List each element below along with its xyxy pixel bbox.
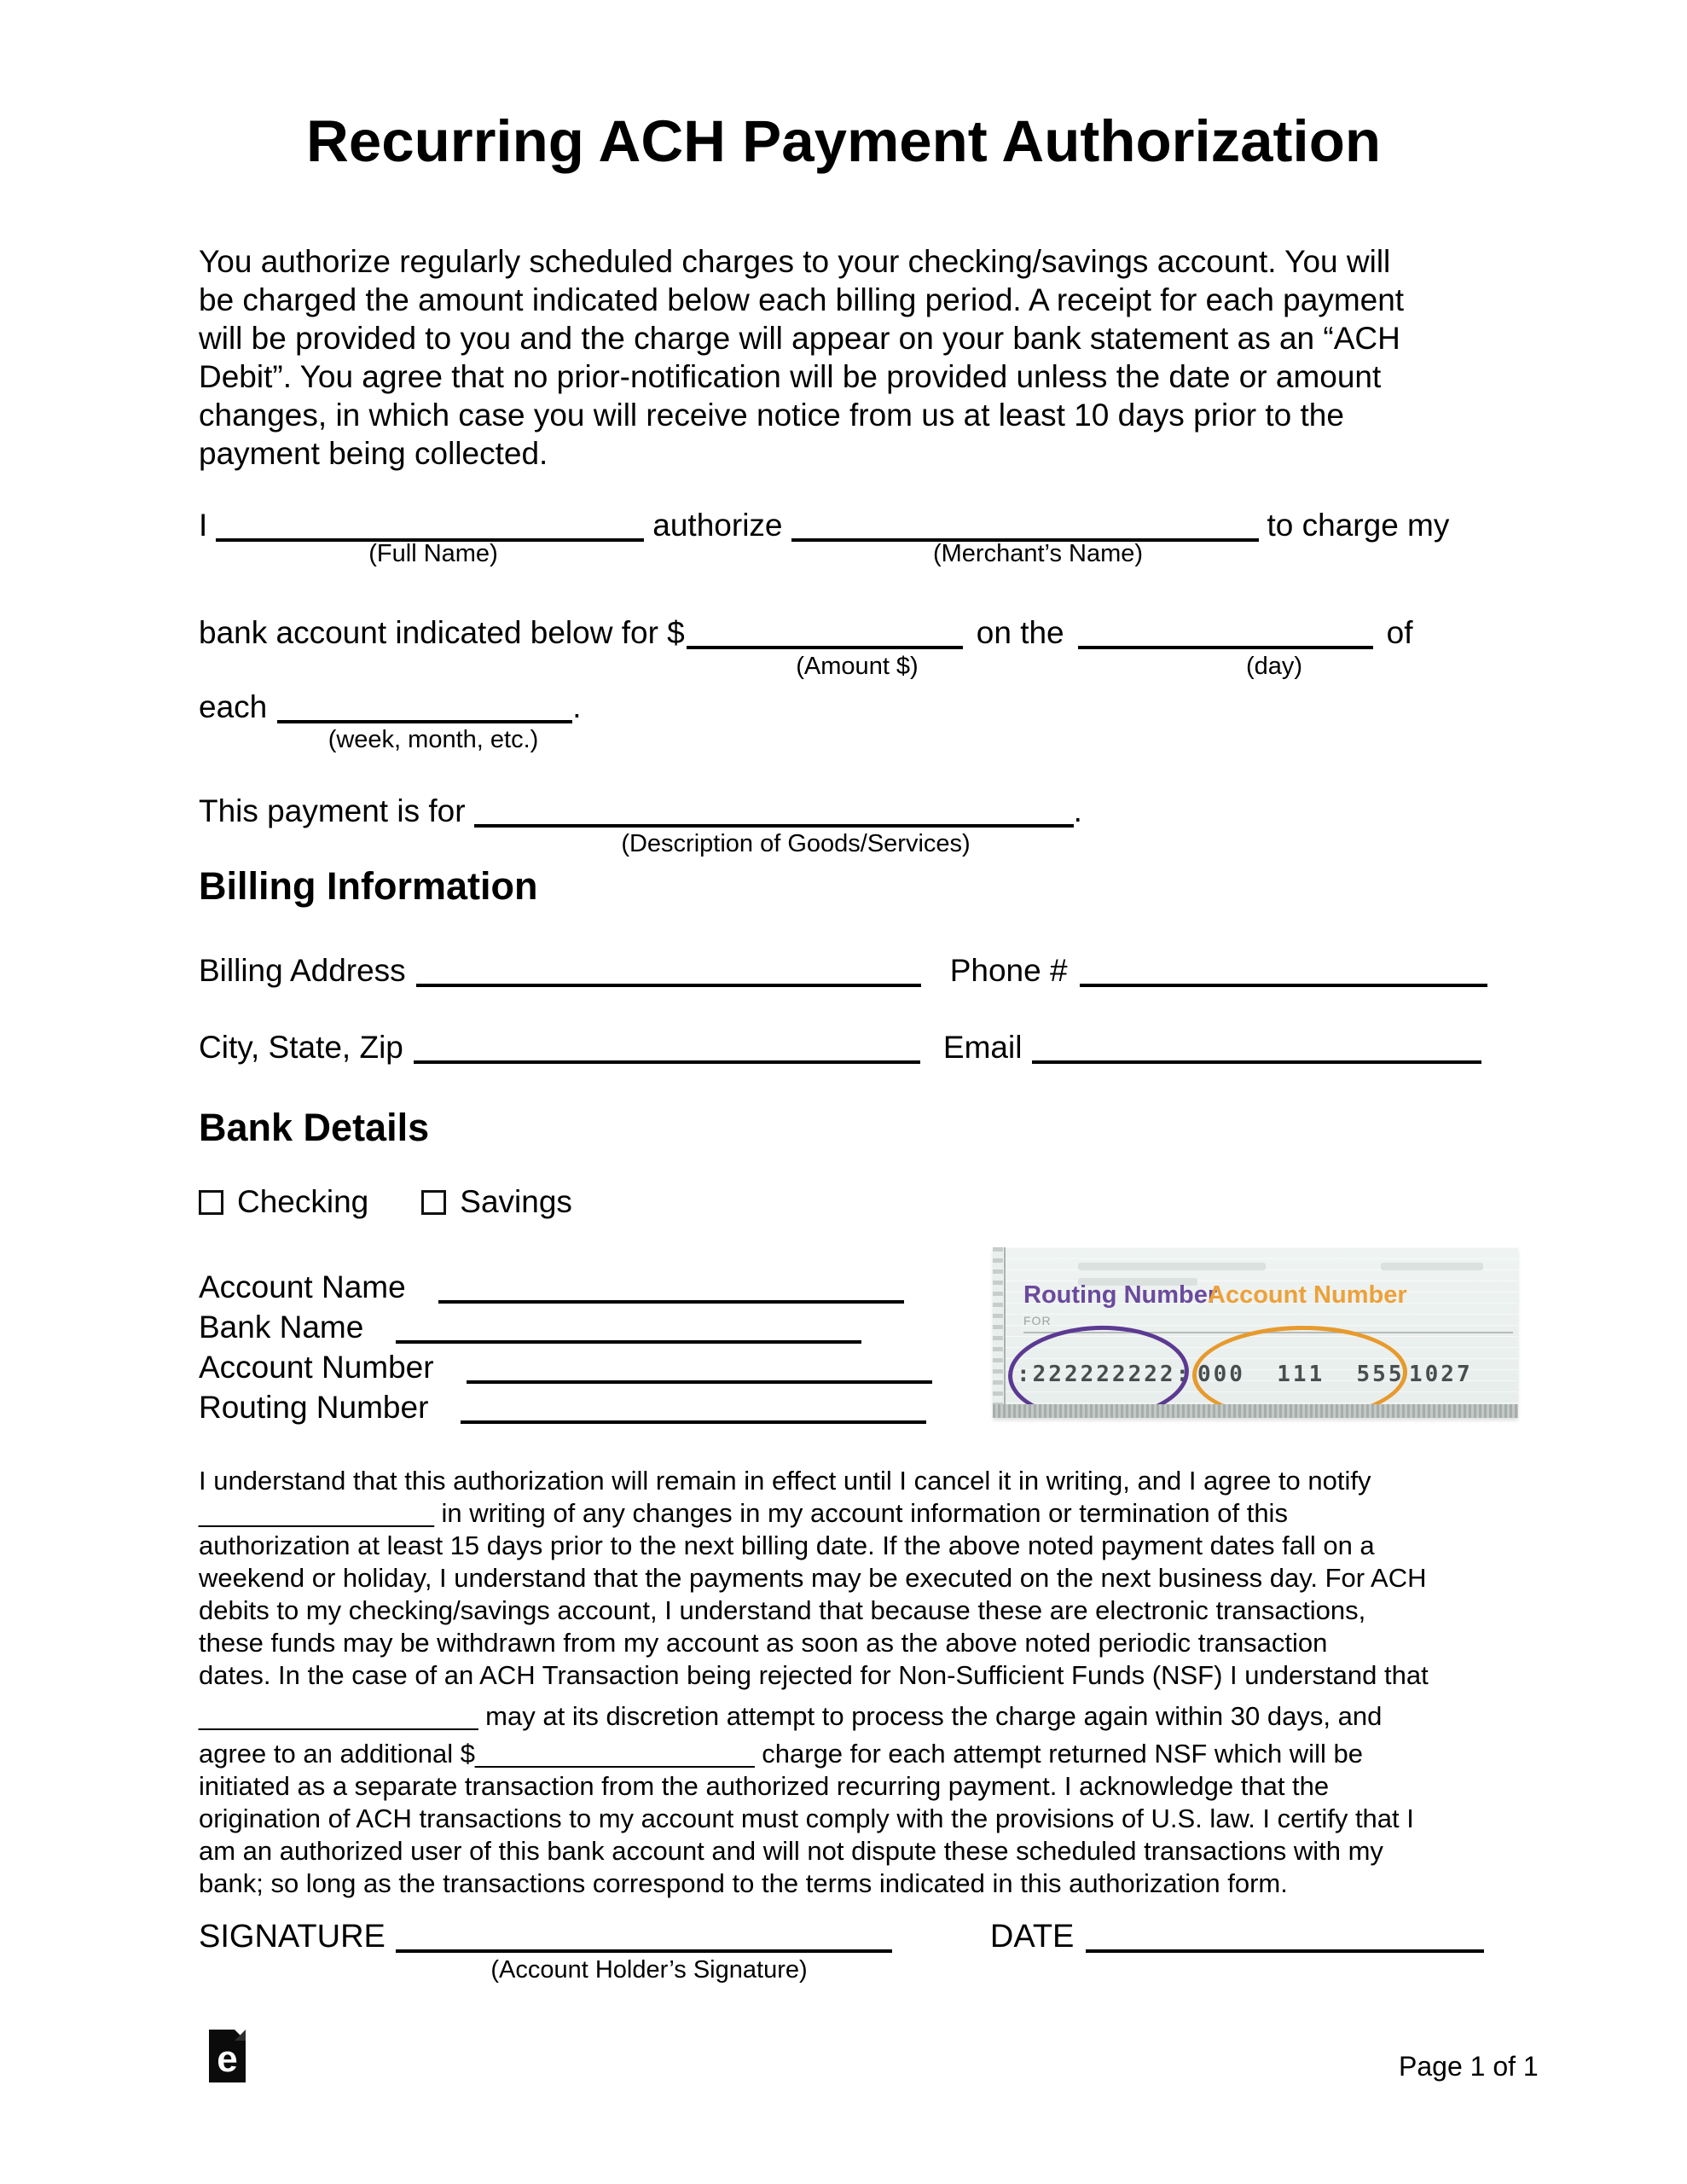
payment-description-blank[interactable] <box>474 795 1074 828</box>
micr-account-number: 000 111 555 <box>1197 1362 1405 1387</box>
intro-line: be charged the amount indicated below each billing period. A receipt for each payment <box>199 282 1405 317</box>
savings-checkbox[interactable] <box>421 1190 446 1215</box>
bank-name-label: Bank Name <box>199 1310 364 1345</box>
check-edge-line <box>1004 1247 1006 1418</box>
check-bottom-edge <box>993 1404 1518 1418</box>
city-state-zip-blank[interactable] <box>414 1031 920 1064</box>
caption-row-3 <box>199 726 1563 760</box>
intro-line: payment being collected. <box>199 436 548 471</box>
period-caption: (week, month, etc.) <box>328 726 539 753</box>
routing-number-label: Routing Number <box>199 1390 429 1425</box>
signature-row <box>199 1919 1484 1955</box>
eforms-logo <box>209 2030 246 2082</box>
check-account-label: Account Number <box>1208 1281 1407 1309</box>
description-caption: (Description of Goods/Services) <box>621 830 971 857</box>
caption-row-1 <box>199 540 1563 574</box>
bank-name-blank[interactable] <box>396 1311 861 1344</box>
intro-line: changes, in which case you will receive notice from us at least 10 days prior to the <box>199 398 1344 433</box>
amount-blank[interactable] <box>687 617 963 649</box>
check-perforation-edge <box>993 1247 1003 1418</box>
savings-label: Savings <box>460 1184 572 1219</box>
account-number-label: Account Number <box>199 1350 434 1385</box>
checking-label: Checking <box>237 1184 369 1219</box>
routing-number-row <box>199 1390 932 1430</box>
bank-name-row <box>199 1310 932 1350</box>
account-name-blank[interactable] <box>438 1271 904 1304</box>
intro-line: Debit”. You agree that no prior-notification will be provided unless the date or amount <box>199 359 1382 394</box>
terms-line: ________________ in writing of any changes in my account information or termination of this <box>199 1498 1288 1528</box>
i-label: I <box>199 508 208 543</box>
day-blank[interactable] <box>1078 617 1373 649</box>
authorize-label: authorize <box>652 508 783 543</box>
signature-blank[interactable] <box>396 1920 892 1953</box>
on-the-label: on the <box>976 615 1064 650</box>
terms-line: authorization at least 15 days prior to the next billing date. If the above noted payment dates fall on a <box>199 1531 1375 1560</box>
check-ghost-text <box>1078 1263 1266 1270</box>
to-charge-label: to charge my <box>1267 508 1450 543</box>
caption-row-2 <box>199 653 1563 687</box>
period-blank[interactable] <box>277 691 572 723</box>
intro-line: will be provided to you and the charge will appear on your bank statement as an “ACH <box>199 321 1400 356</box>
terms-line: debits to my checking/savings account, I understand that because these are electronic transactions, <box>199 1595 1366 1625</box>
account-number-row <box>199 1350 932 1390</box>
account-number-blank[interactable] <box>467 1351 932 1384</box>
payment-suffix: . <box>1073 793 1082 828</box>
full-name-blank[interactable] <box>216 509 644 542</box>
account-type-row <box>199 1184 1563 1220</box>
micr-check-number: 1027 <box>1409 1362 1473 1387</box>
signature-label: SIGNATURE <box>199 1919 386 1955</box>
payment-purpose-line <box>199 793 1563 829</box>
signature-caption: (Account Holder’s Signature) <box>490 1956 808 1984</box>
intro-paragraph <box>199 242 1404 473</box>
full-name-caption: (Full Name) <box>368 540 498 567</box>
city-state-zip-row <box>199 1030 1563 1066</box>
billing-address-row <box>199 953 1563 989</box>
merchant-name-blank[interactable] <box>791 509 1259 542</box>
checking-checkbox[interactable] <box>199 1190 223 1215</box>
amount-caption: (Amount $) <box>796 653 919 680</box>
terms-line: I understand that this authorization will remain in effect until I cancel it in writing, and I agree to notify <box>199 1466 1371 1496</box>
payment-for-label: This payment is for <box>199 793 466 828</box>
account-name-label: Account Name <box>199 1269 406 1304</box>
check-routing-label: Routing Number <box>1023 1281 1218 1309</box>
authorization-line-1 <box>199 508 1563 543</box>
each-label: each <box>199 689 268 724</box>
city-state-zip-label: City, State, Zip <box>199 1030 403 1065</box>
merchant-name-caption: (Merchant’s Name) <box>932 540 1144 567</box>
terms-line: ___________________ may at its discretion attempt to process the charge again within 30 days, and <box>199 1701 1383 1731</box>
bank-fields <box>199 1269 932 1430</box>
eforms-logo-letter: e <box>217 2038 238 2080</box>
bank-account-label: bank account indicated below for $ <box>199 615 685 650</box>
day-caption: (day) <box>1245 653 1303 680</box>
phone-label: Phone # <box>949 953 1068 988</box>
terms-line: bank; so long as the transactions correspond to the terms indicated in this authorization form. <box>199 1868 1288 1898</box>
terms-line: these funds may be withdrawn from my account as soon as the above noted periodic transaction <box>199 1628 1328 1658</box>
terms-line: am an authorized user of this bank account and will not dispute these scheduled transactions with my <box>199 1836 1383 1866</box>
phone-blank[interactable] <box>1080 955 1487 987</box>
terms-paragraph <box>199 1465 1429 1900</box>
billing-information-heading: Billing Information <box>199 864 538 908</box>
billing-address-blank[interactable] <box>416 955 921 987</box>
routing-number-blank[interactable] <box>461 1391 926 1424</box>
date-label: DATE <box>989 1919 1075 1955</box>
billing-address-label: Billing Address <box>199 953 406 988</box>
terms-line: dates. In the case of an ACH Transaction being rejected for Non-Sufficient Funds (NSF) I understand that <box>199 1660 1429 1690</box>
of-label: of <box>1386 615 1413 650</box>
caption-row-4 <box>199 830 1563 864</box>
authorization-line-3 <box>199 689 1563 725</box>
terms-line: agree to an additional $___________________ charge for each attempt returned NSF which will be <box>199 1739 1363 1769</box>
account-name-row <box>199 1269 932 1310</box>
micr-routing-number: :222222222: <box>1017 1362 1192 1387</box>
check-ghost-text <box>1381 1263 1483 1270</box>
period-suffix: . <box>572 689 582 724</box>
terms-line: weekend or holiday, I understand that the payments may be executed on the next business day. For ACH <box>199 1563 1427 1593</box>
check-specimen-image <box>993 1247 1518 1418</box>
email-label: Email <box>942 1030 1023 1065</box>
page-title: Recurring ACH Payment Authorization <box>306 108 1381 174</box>
intro-line: You authorize regularly scheduled charges to your checking/savings account. You will <box>199 244 1391 279</box>
terms-line: initiated as a separate transaction from the authorized recurring payment. I acknowledge that the <box>199 1771 1330 1801</box>
bank-details-heading: Bank Details <box>199 1106 430 1149</box>
date-blank[interactable] <box>1086 1920 1484 1953</box>
email-blank[interactable] <box>1032 1031 1481 1064</box>
terms-line: origination of ACH transactions to my account must comply with the provisions of U.S. law. I certify that I <box>199 1804 1414 1833</box>
caption-row-signature <box>199 1956 1563 1990</box>
authorization-line-2 <box>199 615 1563 651</box>
page-number: Page 1 of 1 <box>1399 2051 1539 2082</box>
check-for-label: FOR <box>1023 1314 1052 1327</box>
